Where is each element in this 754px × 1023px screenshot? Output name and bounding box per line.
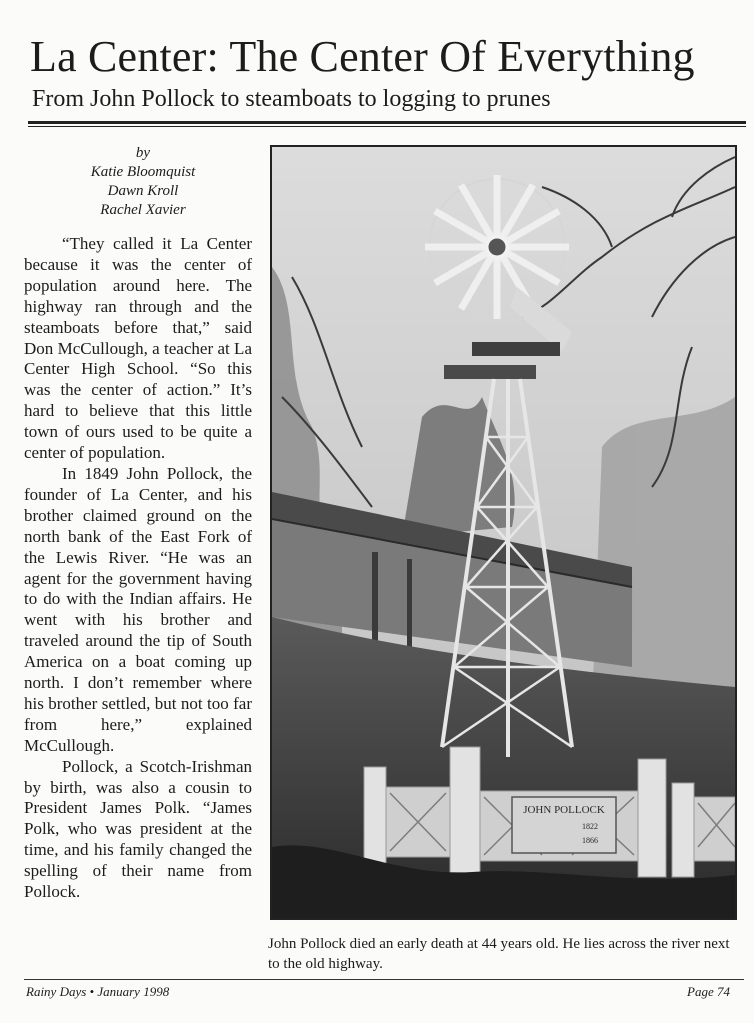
- article-title: La Center: The Center Of Everything: [30, 32, 695, 81]
- footer-publication: Rainy Days • January 1998: [26, 984, 170, 999]
- footer-page-number: Page 74: [687, 984, 730, 999]
- footer-rule: [24, 979, 744, 980]
- grave-sign: [512, 797, 616, 853]
- sign-name: JOHN POLLOCK: [523, 804, 605, 816]
- article-subtitle: From John Pollock to steamboats to logging to prunes: [32, 86, 551, 112]
- photo-windmill-grave: [270, 145, 737, 920]
- title-rule-thick: [28, 121, 746, 124]
- article-paragraph: In 1849 John Pollock, the founder of La Center, and his brother claimed ground on the north bank of the East Fork of the Lewis River. “He was an agent for the government having to do with the Indian affairs. He went with his brother and traveled around the tip of South America on a boat coming up north. I don’t remember where his brother settled, but not too far from here,” explained McCullough.: [24, 463, 252, 755]
- sign-birth-year: 1822: [582, 822, 598, 831]
- article-paragraph: Pollock, a Scotch-Irishman by birth, was also a cousin to President James Polk. “James Polk, who was president at the time, and his family changed the spelling of their name from Pollock.: [24, 756, 252, 902]
- photo-caption: John Pollock died an early death at 44 years old. He lies across the river next to the old highway.: [268, 936, 730, 972]
- photo-illustration: [272, 147, 735, 918]
- byline-author: Rachel Xavier: [100, 202, 186, 218]
- byline-by: by: [135, 145, 151, 161]
- article-paragraph: “They called it La Center because it was the center of population around here. The highway ran through and the steamboats before that,” said Don McCullough, a teacher at La Center High School. “So this was the center of action.” It’s hard to believe that this little town of ours used to be quite a center of population.: [24, 234, 252, 463]
- byline-author: Katie Bloomquist: [90, 164, 196, 180]
- article-body: [24, 234, 252, 903]
- sign-death-year: 1866: [582, 836, 598, 845]
- title-rule-thin: [28, 126, 746, 127]
- byline: [24, 144, 262, 220]
- byline-author: Dawn Kroll: [107, 183, 179, 199]
